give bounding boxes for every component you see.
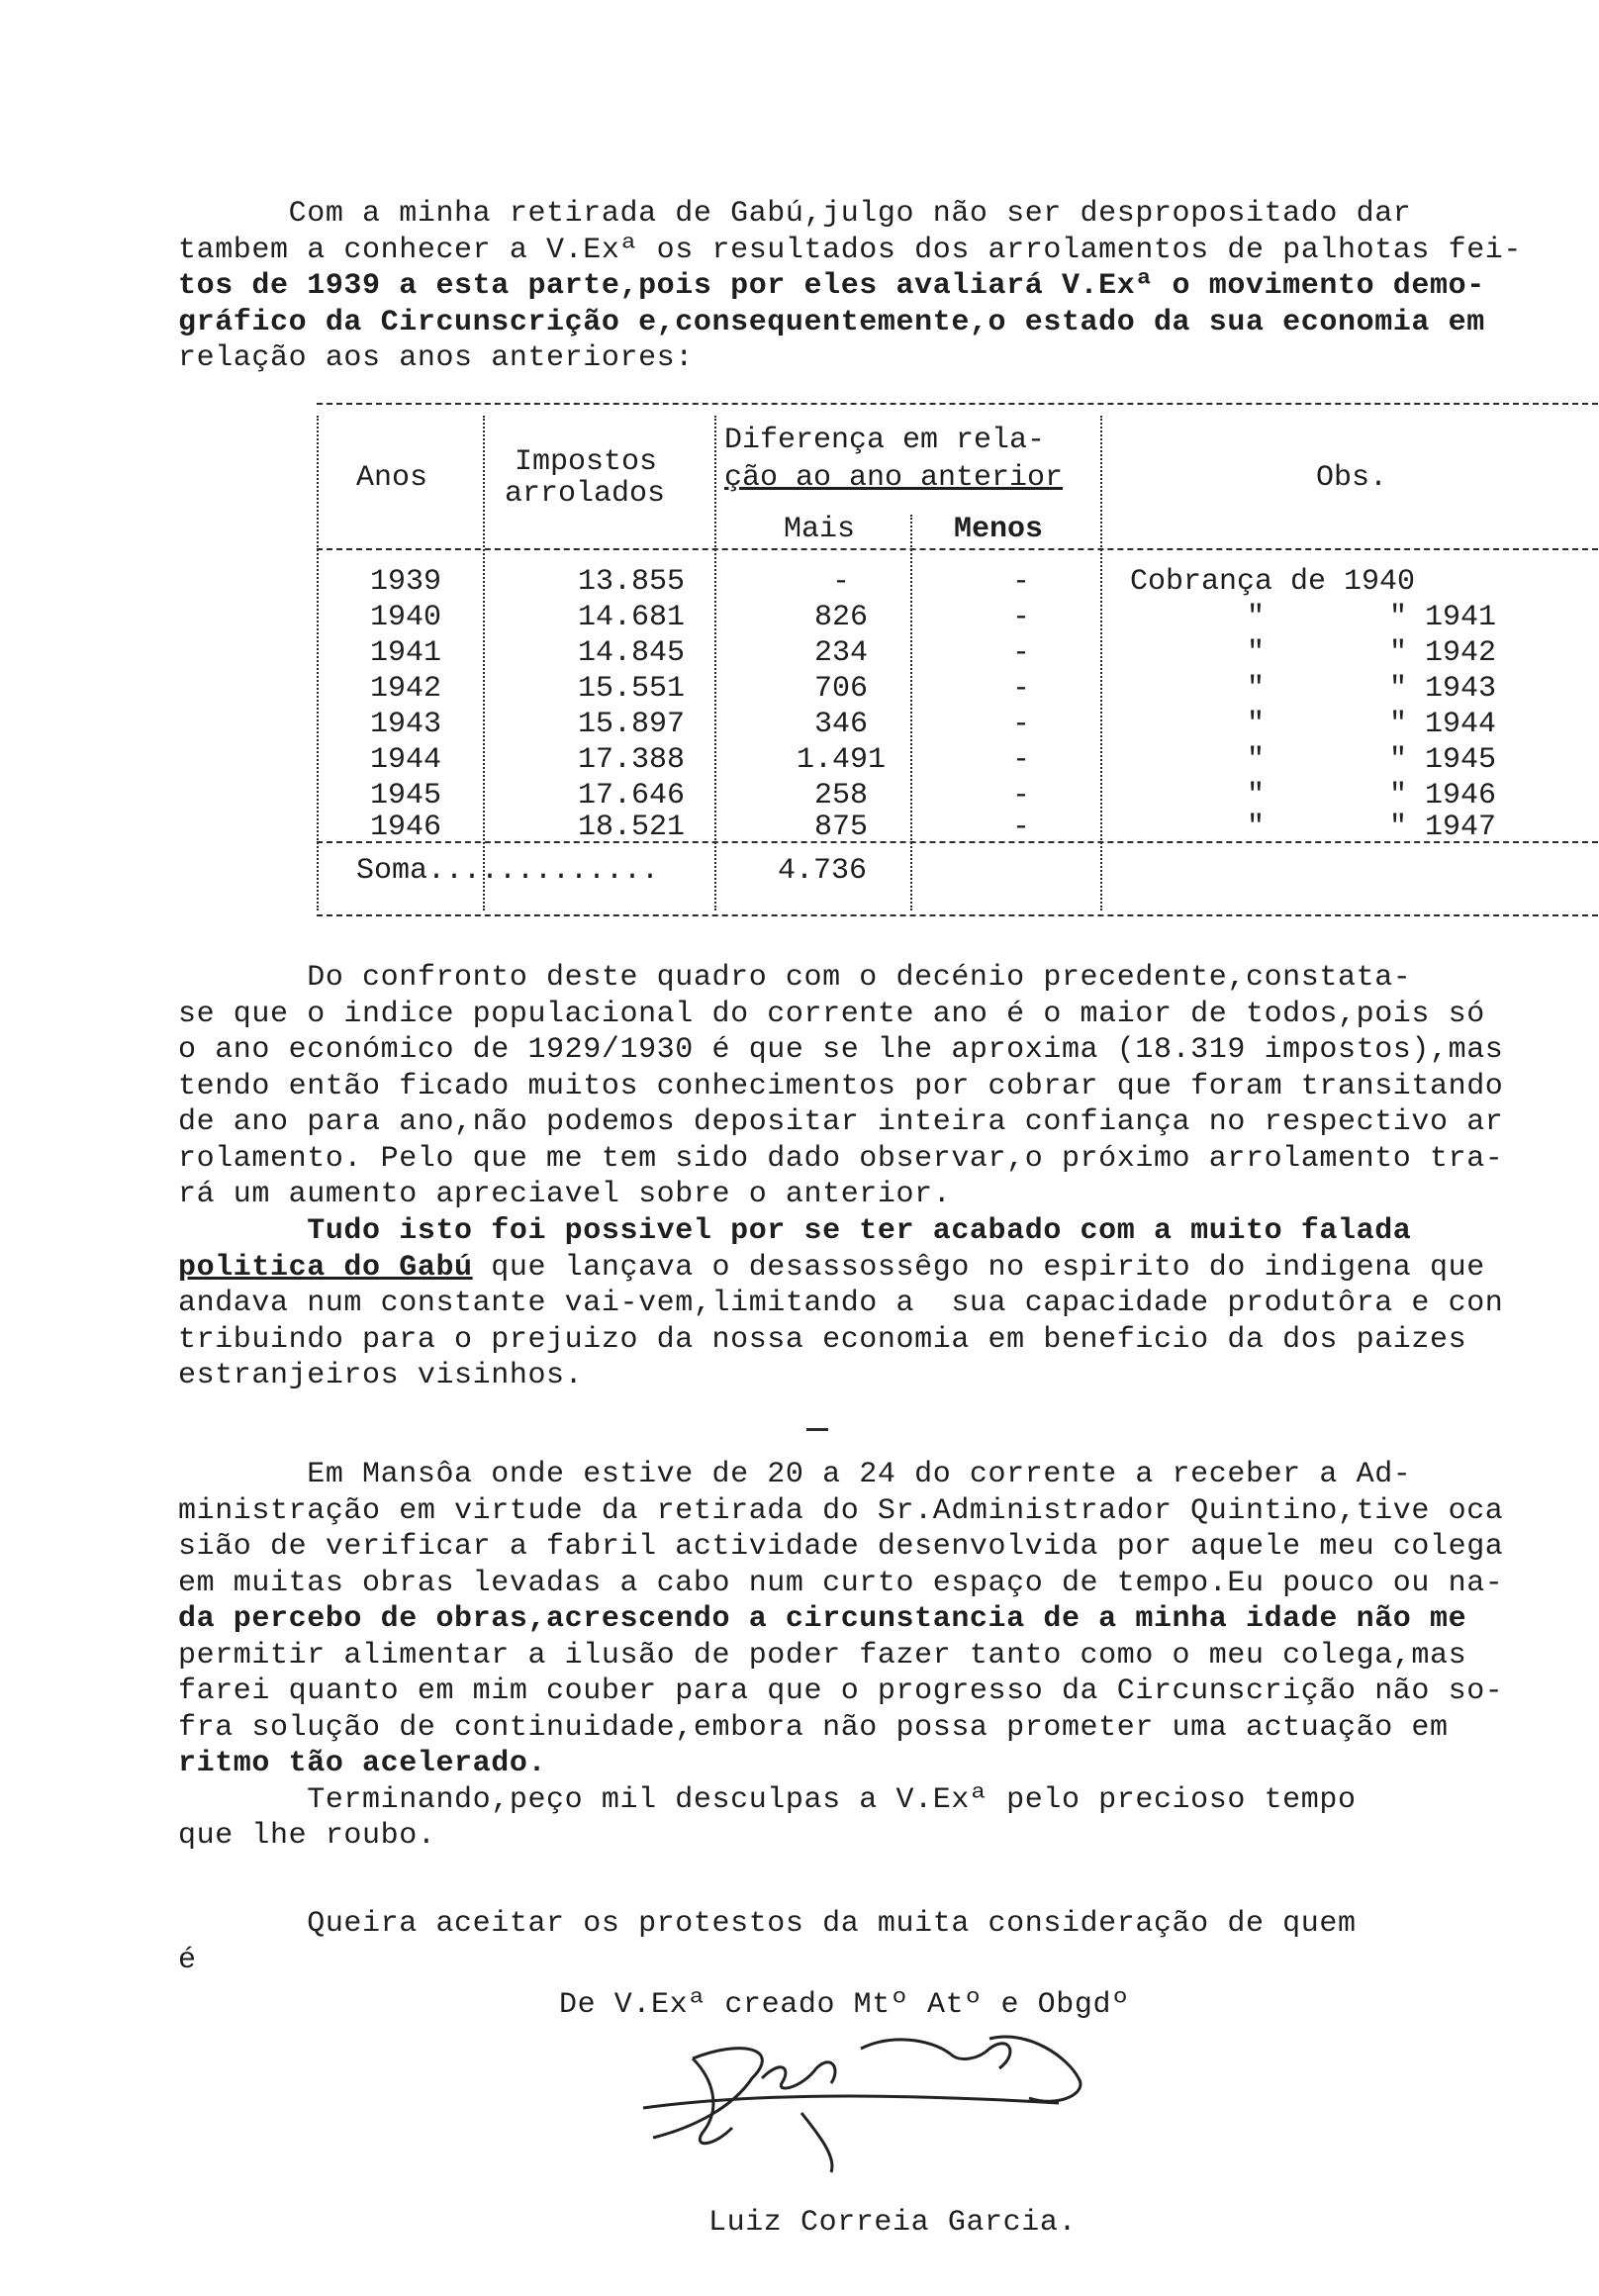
paragraph-line: Tudo isto foi possivel por se ter acabado com a muito falada bbox=[178, 1214, 1412, 1248]
table-top-rule bbox=[317, 403, 1598, 405]
intro-line: relação aos anos anteriores: bbox=[178, 341, 694, 375]
closing-paragraph bbox=[178, 1906, 1563, 1978]
table-left-border bbox=[317, 416, 319, 910]
underlined-phrase: politica do Gabú bbox=[178, 1250, 473, 1285]
cell-ano: 1940 bbox=[369, 601, 441, 634]
paragraph-line: que lançava o desassossêgo no espirito do indigena que bbox=[472, 1250, 1485, 1285]
soma-value: 4.736 bbox=[777, 854, 867, 888]
paragraph-line: rá um aumento apreciavel sobre o anterior. bbox=[178, 1178, 952, 1211]
closing-line: é bbox=[178, 1943, 197, 1977]
signatory-name-text: Luiz Correia Garcia. bbox=[708, 2206, 1078, 2240]
paragraph-line: Do confronto deste quadro com o decénio precedente,constata- bbox=[178, 961, 1412, 995]
cell-mais: 234 bbox=[813, 636, 868, 670]
cell-impostos: 14.681 bbox=[577, 601, 686, 634]
paragraph-2 bbox=[178, 960, 1563, 1213]
paragraph-line: de ano para ano,não podemos depositar inteira confiança no respectivo ar bbox=[178, 1105, 1504, 1139]
header-anos: Anos bbox=[356, 461, 428, 495]
cell-impostos: 15.551 bbox=[577, 672, 686, 706]
cell-obs: " " 1945 bbox=[1247, 743, 1497, 777]
paragraph-line: o ano económico de 1929/1930 é que se lhe aproxima (18.319 impostos),mas bbox=[178, 1033, 1504, 1067]
cell-ano: 1946 bbox=[369, 811, 441, 844]
cell-ano: 1941 bbox=[369, 636, 441, 670]
paragraph-line: tribuindo para o prejuizo da nossa economia em beneficio da dos paizes bbox=[178, 1322, 1467, 1357]
cell-obs: " " 1946 bbox=[1247, 779, 1497, 813]
intro-line: tambem a conhecer a V.Exª os resultados dos arrolamentos de palhotas fei- bbox=[178, 233, 1523, 267]
signatory-name bbox=[708, 2205, 1077, 2242]
paragraph-line: da percebo de obras,acrescendo a circunstancia de a minha idade não me bbox=[178, 1602, 1467, 1636]
cell-obs: " " 1947 bbox=[1247, 811, 1497, 844]
handwritten-signature bbox=[633, 1999, 1108, 2177]
cell-impostos: 15.897 bbox=[577, 708, 686, 741]
cell-menos: - bbox=[1011, 708, 1030, 741]
paragraph-line: andava num constante vai-vem,limitando a sua capacidade produtôra e con bbox=[178, 1287, 1504, 1320]
salutation-text: De V.Exª creado Mtº Atº e Obgdº bbox=[559, 1988, 1130, 2022]
paragraph-line: sião de verificar a fabril actividade desenvolvida por aquele meu colega bbox=[178, 1530, 1504, 1564]
paragraph-line: ministração em virtude da retirada do Sr.Administrador Quintino,tive oca bbox=[178, 1493, 1504, 1528]
cell-mais: 826 bbox=[813, 601, 868, 634]
cell-ano: 1939 bbox=[369, 565, 441, 599]
intro-line: tos de 1939 a esta parte,pois por eles avaliará V.Exª o movimento demo- bbox=[178, 269, 1485, 303]
cell-menos: - bbox=[1011, 743, 1030, 777]
col-separator bbox=[483, 416, 485, 910]
cell-mais: 346 bbox=[813, 708, 868, 741]
cell-impostos: 14.845 bbox=[577, 636, 686, 670]
paragraph-line: fra solução de continuidade,embora não possa prometer uma actuação em bbox=[178, 1710, 1449, 1745]
cell-ano: 1942 bbox=[369, 672, 441, 706]
cell-menos: - bbox=[1011, 672, 1030, 706]
paragraph-line: Terminando,peço mil desculpas a V.Exª pelo precioso tempo bbox=[178, 1782, 1357, 1817]
header-impostos: Impostos bbox=[515, 445, 658, 479]
cell-menos: - bbox=[1011, 565, 1030, 599]
closing-line: Queira aceitar os protestos da muita consideração de quem bbox=[178, 1907, 1357, 1941]
cell-impostos: 17.646 bbox=[577, 779, 686, 813]
header-mais: Mais bbox=[784, 513, 856, 546]
cell-ano: 1945 bbox=[369, 779, 441, 813]
header-impostos: arrolados bbox=[505, 477, 666, 511]
header-diferenca: Diferença em rela- bbox=[724, 424, 1046, 457]
cell-obs: " " 1944 bbox=[1247, 708, 1497, 741]
cell-impostos: 18.521 bbox=[577, 811, 686, 844]
cell-obs: Cobrança de 1940 bbox=[1130, 565, 1416, 599]
cell-mais: 706 bbox=[813, 672, 868, 706]
cell-menos: - bbox=[1011, 811, 1030, 844]
soma-label: Soma............. bbox=[356, 854, 660, 888]
cell-mais: 875 bbox=[813, 811, 868, 844]
cell-mais: - bbox=[831, 565, 850, 599]
paragraph-line: ritmo tão acelerado. bbox=[178, 1747, 547, 1780]
cell-obs: " " 1942 bbox=[1247, 636, 1497, 670]
paragraph-line: estranjeiros visinhos. bbox=[178, 1359, 584, 1392]
cell-impostos: 13.855 bbox=[577, 565, 686, 599]
cell-mais: 258 bbox=[813, 779, 868, 813]
intro-line: Com a minha retirada de Gabú,julgo não ser despropositado dar bbox=[178, 197, 1412, 231]
header-obs: Obs. bbox=[1316, 461, 1388, 495]
cell-ano: 1944 bbox=[369, 743, 441, 777]
header-diferenca: ção ao ano anterior bbox=[724, 461, 1064, 495]
intro-paragraph bbox=[178, 196, 1563, 377]
header-menos: Menos bbox=[954, 513, 1044, 546]
cell-ano: 1943 bbox=[369, 708, 441, 741]
paragraph-line: Em Mansôa onde estive de 20 a 24 do corrente a receber a Ad- bbox=[178, 1458, 1412, 1491]
cell-menos: - bbox=[1011, 601, 1030, 634]
paragraph-line: se que o indice populacional do corrente ano é o maior de todos,pois só bbox=[178, 997, 1485, 1031]
paragraph-line: permitir alimentar a ilusão de poder fazer tanto como o meu colega,mas bbox=[178, 1638, 1467, 1673]
paragraph-line: farei quanto em mim couber para que o progresso da Circunscrição não so- bbox=[178, 1674, 1504, 1708]
paragraph-line: que lhe roubo. bbox=[178, 1819, 436, 1853]
paragraph-3 bbox=[178, 1213, 1563, 1394]
table-header-rule bbox=[317, 548, 1598, 550]
cell-menos: - bbox=[1011, 636, 1030, 670]
section-divider bbox=[806, 1428, 828, 1431]
paragraph-4 bbox=[178, 1457, 1563, 1855]
cell-mais: 1.491 bbox=[796, 743, 886, 777]
table-bottom-rule bbox=[317, 914, 1598, 916]
cell-obs: " " 1941 bbox=[1247, 601, 1497, 634]
paragraph-line: rolamento. Pelo que me tem sido dado observar,o próximo arrolamento tra- bbox=[178, 1141, 1504, 1176]
census-table bbox=[317, 398, 1598, 922]
paragraph-line: em muitas obras levadas a cabo num curto espaço de tempo.Eu pouco ou na- bbox=[178, 1566, 1504, 1600]
cell-obs: " " 1943 bbox=[1247, 672, 1497, 706]
paragraph-line: tendo então ficado muitos conhecimentos por cobrar que foram transitando bbox=[178, 1069, 1504, 1103]
cell-impostos: 17.388 bbox=[577, 743, 686, 777]
cell-menos: - bbox=[1011, 779, 1030, 813]
intro-line: gráfico da Circunscrição e,consequentemente,o estado da sua economia em bbox=[178, 305, 1485, 339]
